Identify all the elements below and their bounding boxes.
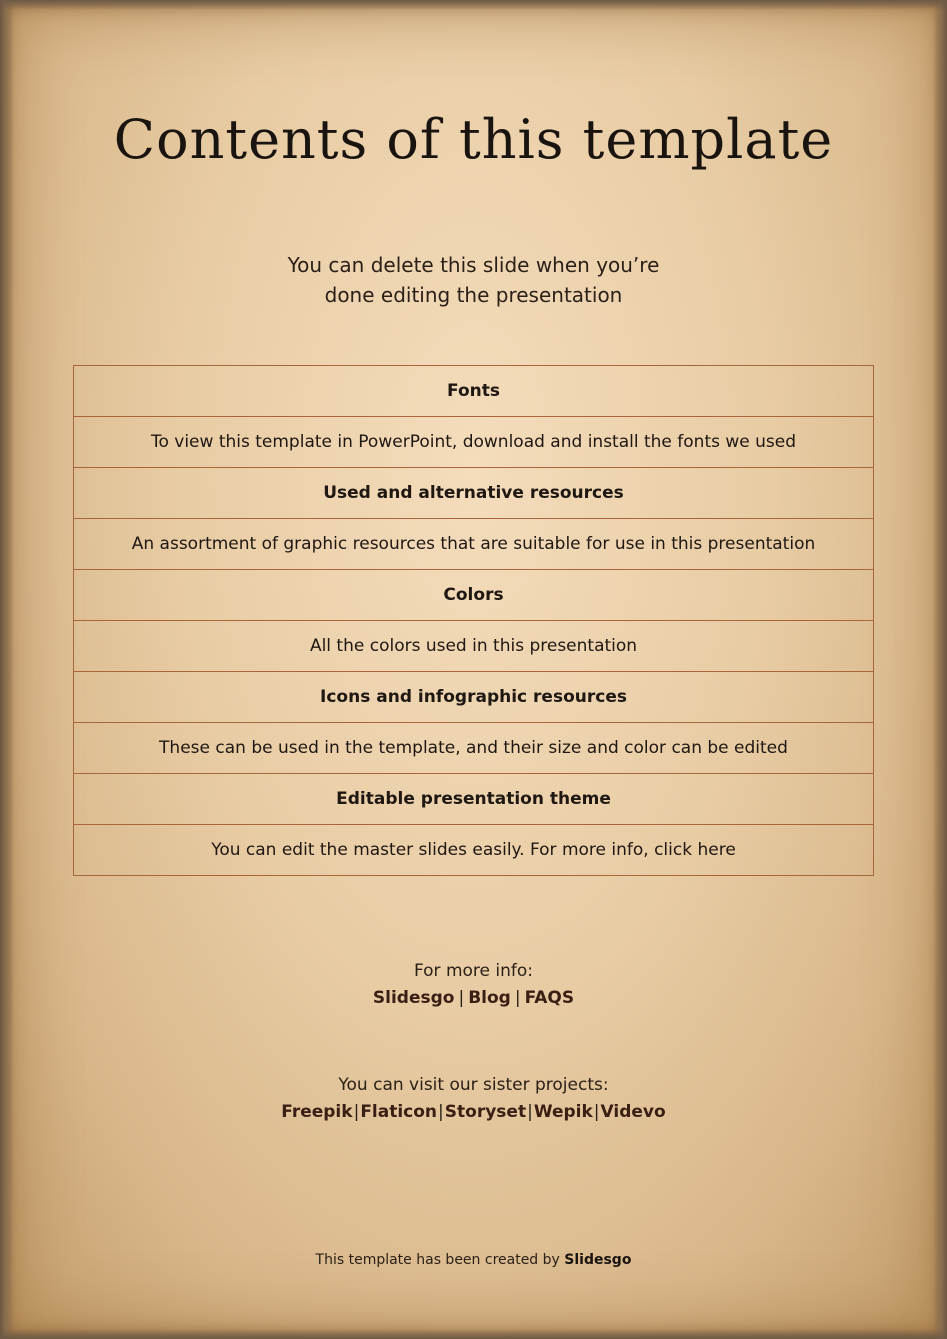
credit-line — [0, 1252, 947, 1268]
page-title: Contents of this template — [113, 108, 834, 171]
sister-projects-block — [0, 1072, 947, 1126]
link-flaticon[interactable]: Flaticon — [360, 1102, 438, 1122]
section-heading-colors: Colors — [74, 570, 874, 621]
sister-projects-label: You can visit our sister projects: — [338, 1075, 609, 1095]
link-freepik[interactable]: Freepik — [281, 1102, 353, 1122]
link-separator: | — [353, 1102, 360, 1122]
table-row — [74, 621, 874, 672]
credit-brand-link[interactable]: Slidesgo — [564, 1252, 632, 1268]
aged-edge-left — [0, 0, 14, 1339]
table-row — [74, 417, 874, 468]
section-heading-theme: Editable presentation theme — [74, 774, 874, 825]
section-description-theme[interactable]: You can edit the master slides easily. For more info, click here — [74, 825, 874, 876]
table-row — [74, 774, 874, 825]
link-separator: | — [527, 1102, 533, 1122]
section-heading-resources: Used and alternative resources — [74, 468, 874, 519]
table-row — [74, 519, 874, 570]
link-separator: | — [438, 1102, 444, 1122]
more-info-label: For more info: — [413, 961, 534, 981]
link-separator: | — [458, 988, 465, 1008]
contents-table — [73, 365, 874, 876]
section-description-icons: These can be used in the template, and their size and color can be edited — [74, 723, 874, 774]
table-row — [74, 723, 874, 774]
sister-projects-links — [0, 1099, 947, 1126]
table-row — [74, 366, 874, 417]
link-slidesgo[interactable]: Slidesgo — [372, 988, 455, 1008]
aged-edge-right — [933, 0, 947, 1339]
subtitle-line-2: done editing the presentation — [324, 283, 623, 307]
more-info-links — [0, 985, 947, 1012]
aged-edge-bottom — [0, 1329, 947, 1339]
aged-edge-top — [0, 0, 947, 10]
table-row — [74, 672, 874, 723]
link-videvo[interactable]: Videvo — [600, 1102, 666, 1122]
section-description-colors: All the colors used in this presentation — [74, 621, 874, 672]
section-heading-icons: Icons and infographic resources — [74, 672, 874, 723]
section-heading-fonts: Fonts — [74, 366, 874, 417]
more-info-block — [0, 958, 947, 1012]
link-storyset[interactable]: Storyset — [444, 1102, 527, 1122]
table-row — [74, 570, 874, 621]
table-row — [74, 468, 874, 519]
section-description-fonts: To view this template in PowerPoint, download and install the fonts we used — [74, 417, 874, 468]
page-subtitle — [0, 250, 947, 310]
link-separator: | — [593, 1102, 600, 1122]
link-separator: | — [514, 988, 521, 1008]
credit-text: This template has been created by — [315, 1252, 560, 1268]
link-faqs[interactable]: FAQS — [524, 988, 575, 1008]
link-wepik[interactable]: Wepik — [533, 1102, 593, 1122]
section-description-resources: An assortment of graphic resources that are suitable for use in this presentation — [74, 519, 874, 570]
subtitle-line-1: You can delete this slide when you’re — [287, 253, 660, 277]
table-row — [74, 825, 874, 876]
link-blog[interactable]: Blog — [468, 988, 511, 1008]
